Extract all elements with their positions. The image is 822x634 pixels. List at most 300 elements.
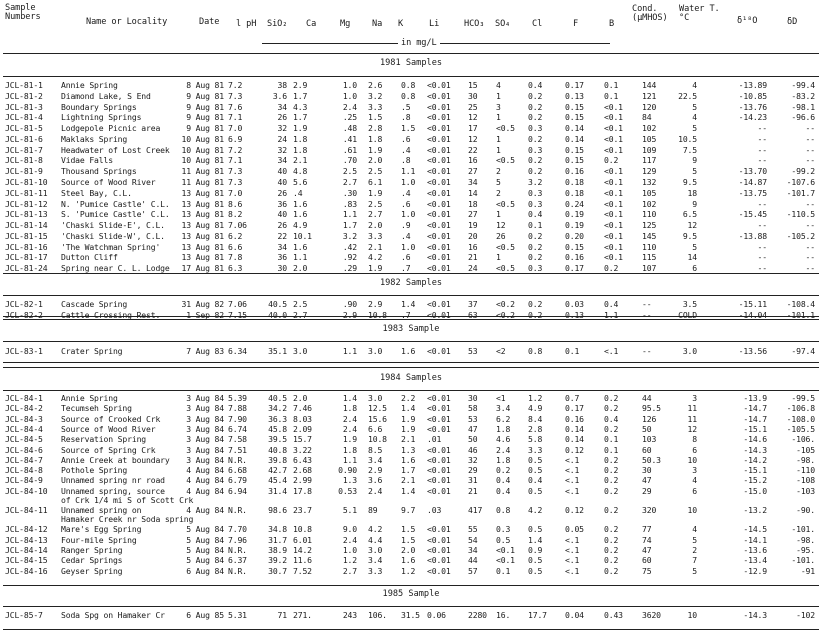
table-cell: 2.9 bbox=[342, 309, 357, 320]
table-cell: 4 bbox=[692, 475, 697, 486]
table-cell: 3 bbox=[692, 393, 697, 403]
header-dd: δD bbox=[787, 17, 798, 27]
header-ca: Ca bbox=[306, 19, 317, 29]
table-cell: 31 Aug 82 bbox=[181, 299, 224, 309]
table-cell: .4 bbox=[401, 144, 411, 155]
table-cell: 2.2 bbox=[401, 393, 416, 403]
table-cell: <0.1 bbox=[604, 209, 623, 220]
table-cell: Four-mile Spring bbox=[61, 534, 137, 545]
table-cell: 0.15 bbox=[565, 101, 584, 112]
table-cell: 0.1 bbox=[604, 434, 619, 445]
table-cell: 15 bbox=[468, 80, 478, 90]
table-cell: 5 Aug 84 bbox=[186, 524, 224, 535]
table-cell: 37 bbox=[468, 299, 478, 309]
table-cell: 0.2 bbox=[496, 465, 511, 476]
table-cell: -13.89 bbox=[738, 80, 767, 90]
table-cell: Soda Spg on Hamaker Cr bbox=[61, 610, 165, 620]
table-cell: JCL-82-1 bbox=[5, 299, 43, 309]
table-cell: <.1 bbox=[565, 465, 580, 476]
table-cell: 3 bbox=[496, 101, 501, 112]
table-cell: -106. bbox=[791, 434, 815, 445]
table-cell: 117 bbox=[642, 155, 657, 166]
table-cell: 10.8 bbox=[368, 434, 387, 445]
table-cell: 18 bbox=[468, 198, 478, 209]
table-cell: 6 Aug 84 bbox=[186, 565, 224, 576]
table-cell: 0.5 bbox=[528, 454, 543, 465]
table-cell: 0.16 bbox=[565, 252, 584, 263]
table-cell: .42 bbox=[342, 241, 357, 252]
table-cell: 1.1 bbox=[342, 346, 357, 356]
table-cell: JCL-81-10 bbox=[5, 177, 48, 188]
table-cell: 0.17 bbox=[565, 403, 584, 414]
table-cell: 1.8 bbox=[496, 423, 511, 434]
table-cell: 7.06 bbox=[228, 299, 247, 309]
table-cell: -10.85 bbox=[738, 90, 767, 101]
table-cell: 7.8 bbox=[228, 252, 243, 263]
table-cell: 0.16 bbox=[565, 166, 584, 177]
table-cell: 50 bbox=[468, 434, 478, 445]
table-cell: 1.0 bbox=[342, 80, 357, 90]
table-cell: 9 Aug 81 bbox=[186, 90, 224, 101]
table-cell: 3.2 bbox=[342, 230, 357, 241]
table-cell: 6.79 bbox=[228, 475, 247, 486]
table-cell: 1.9 bbox=[368, 187, 383, 198]
table-cell: <2 bbox=[496, 346, 506, 356]
table-cell: 12 bbox=[496, 220, 506, 231]
table-cell: -12.9 bbox=[743, 565, 767, 576]
table-cell: 6.6 bbox=[368, 423, 383, 434]
table-cell: 7 bbox=[692, 555, 697, 566]
horizontal-rule bbox=[3, 76, 819, 77]
table-cell: 132 bbox=[642, 177, 657, 188]
table-cell: 13 Aug 81 bbox=[181, 241, 224, 252]
table-cell: 7.15 bbox=[228, 309, 247, 320]
table-cell: <0.01 bbox=[427, 544, 451, 555]
table-cell: <0.2 bbox=[496, 299, 515, 309]
table-cell: <0.5 bbox=[496, 198, 515, 209]
table-cell: -99.5 bbox=[791, 393, 815, 403]
table-cell: 110 bbox=[642, 241, 657, 252]
table-cell: 2.4 bbox=[496, 444, 511, 455]
table-cell: <0.1 bbox=[604, 252, 623, 263]
table-cell: 2.8 bbox=[528, 423, 543, 434]
table-cell: 29 bbox=[642, 485, 652, 496]
table-cell: JCL-82-2 bbox=[5, 309, 43, 320]
table-cell: 34 bbox=[277, 101, 287, 112]
table-cell: 0.15 bbox=[565, 112, 584, 123]
table-cell: 0.16 bbox=[565, 413, 584, 424]
table-cell: Crater Spring bbox=[61, 346, 123, 356]
table-cell: 2 bbox=[496, 187, 501, 198]
table-cell: 55 bbox=[468, 524, 478, 535]
table-cell: 84 bbox=[642, 112, 652, 123]
table-cell: 0.12 bbox=[565, 444, 584, 455]
table-cell: 18 bbox=[687, 187, 697, 198]
table-cell: 5 bbox=[692, 101, 697, 112]
table-cell: 2.4 bbox=[342, 413, 357, 424]
table-cell: 0.4 bbox=[496, 485, 511, 496]
table-cell: 5 bbox=[692, 241, 697, 252]
table-cell: 8 bbox=[692, 434, 697, 445]
table-cell: 1.1 bbox=[342, 209, 357, 220]
table-cell: 6 bbox=[692, 263, 697, 274]
table-cell: 1.8 bbox=[293, 144, 308, 155]
table-cell: JCL-81-1 bbox=[5, 80, 43, 90]
table-cell: 7.51 bbox=[228, 444, 247, 455]
table-cell: 0.2 bbox=[528, 112, 543, 123]
table-cell: <0.01 bbox=[427, 534, 451, 545]
table-cell: <0.1 bbox=[604, 166, 623, 177]
table-cell: 17.8 bbox=[293, 485, 312, 496]
table-cell: 1.5 bbox=[401, 524, 416, 535]
table-cell: 22 bbox=[468, 144, 478, 155]
table-cell: Steel Bay, C.L. bbox=[61, 187, 132, 198]
table-cell: 39.5 bbox=[268, 434, 287, 445]
table-cell: 2.68 bbox=[293, 465, 312, 476]
table-cell: 47 bbox=[642, 544, 652, 555]
table-cell: -101. bbox=[791, 555, 815, 566]
table-cell: Unnamed spring nr road bbox=[61, 475, 165, 486]
table-cell: <.1 bbox=[565, 475, 580, 486]
table-cell: -14.3 bbox=[743, 610, 767, 620]
table-cell: -14.6 bbox=[743, 434, 767, 445]
header-water-t: Water T. °C bbox=[679, 4, 720, 23]
table-cell: .92 bbox=[342, 252, 357, 263]
table-cell: 26 bbox=[277, 112, 287, 123]
table-cell: .90 bbox=[342, 299, 357, 309]
table-cell: 0.2 bbox=[528, 166, 543, 177]
table-cell: 44 bbox=[468, 555, 478, 566]
table-cell: 9.7 bbox=[401, 505, 416, 515]
table-cell: 3.0 bbox=[368, 346, 383, 356]
table-cell: <0.01 bbox=[427, 230, 451, 241]
table-cell: -103 bbox=[796, 485, 815, 496]
table-cell: 0.2 bbox=[528, 299, 543, 309]
table-cell: .29 bbox=[342, 263, 357, 274]
table-cell: 6.2 bbox=[228, 230, 243, 241]
table-cell: 35.1 bbox=[268, 346, 287, 356]
table-cell: 'Chaski Slide-E', C.L. bbox=[61, 220, 165, 231]
table-cell: <0.2 bbox=[496, 309, 515, 320]
table-cell: 121 bbox=[642, 90, 657, 101]
table-cell: 4 bbox=[692, 112, 697, 123]
table-cell: 0.05 bbox=[565, 524, 584, 535]
table-cell: 126 bbox=[642, 413, 657, 424]
table-cell: JCL-81-4 bbox=[5, 112, 43, 123]
table-cell: 9.5 bbox=[682, 177, 697, 188]
table-cell: 5 bbox=[692, 534, 697, 545]
table-cell: 6.34 bbox=[228, 346, 247, 356]
table-cell: 4.9 bbox=[528, 403, 543, 414]
table-cell: 0.06 bbox=[427, 610, 446, 620]
table-cell: Reservation Spring bbox=[61, 434, 147, 445]
table-cell: 8 Aug 81 bbox=[186, 80, 224, 90]
table-cell: 5 Aug 84 bbox=[186, 544, 224, 555]
table-cell: -110 bbox=[796, 465, 815, 476]
table-cell: .41 bbox=[342, 133, 357, 144]
table-cell: 26 bbox=[277, 220, 287, 231]
table-cell: 14.2 bbox=[293, 544, 312, 555]
table-cell: 1.4 bbox=[401, 403, 416, 414]
table-cell: -98. bbox=[796, 454, 815, 465]
table-cell: <0.01 bbox=[427, 454, 451, 465]
table-cell: <.1 bbox=[565, 534, 580, 545]
table-cell: JCL-81-2 bbox=[5, 90, 43, 101]
table-cell: 74 bbox=[642, 534, 652, 545]
table-cell: -- bbox=[642, 299, 652, 309]
table-cell: 8.6 bbox=[228, 198, 243, 209]
table-cell: -14.7 bbox=[743, 413, 767, 424]
table-cell: 0.04 bbox=[565, 610, 584, 620]
header-f: F bbox=[573, 19, 579, 29]
table-cell: 105 bbox=[642, 133, 657, 144]
table-cell: 45.4 bbox=[268, 475, 287, 486]
table-cell: 6.68 bbox=[228, 465, 247, 476]
table-cell: 14 bbox=[468, 187, 478, 198]
table-cell: -13.2 bbox=[743, 505, 767, 515]
table-cell: 7.3 bbox=[228, 90, 243, 101]
table-cell: 1.1 bbox=[342, 454, 357, 465]
table-cell: -15.2 bbox=[743, 475, 767, 486]
table-cell: 4.3 bbox=[293, 101, 308, 112]
table-cell: 1.7 bbox=[293, 112, 308, 123]
table-cell: 7.58 bbox=[228, 434, 247, 445]
table-cell: 10.1 bbox=[293, 230, 312, 241]
table-cell: 13 Aug 81 bbox=[181, 220, 224, 231]
table-cell: .48 bbox=[342, 123, 357, 134]
table-cell: JCL-81-11 bbox=[5, 187, 48, 198]
header-na: Na bbox=[372, 19, 383, 29]
table-cell: <0.01 bbox=[427, 252, 451, 263]
table-cell: .83 bbox=[342, 198, 357, 209]
table-cell: .8 bbox=[401, 155, 411, 166]
header-cl: Cl bbox=[532, 19, 543, 29]
table-cell: .7 bbox=[401, 309, 411, 320]
table-cell: 7.3 bbox=[228, 177, 243, 188]
table-cell: 10 Aug 81 bbox=[181, 133, 224, 144]
table-cell: 2.7 bbox=[342, 177, 357, 188]
table-cell: <1 bbox=[496, 393, 506, 403]
table-cell: 1.4 bbox=[342, 393, 357, 403]
table-cell: 5 bbox=[692, 565, 697, 576]
table-cell: 31 bbox=[468, 475, 478, 486]
table-cell: 110 bbox=[642, 209, 657, 220]
table-cell: 4 Aug 84 bbox=[186, 485, 224, 496]
table-cell: 106. bbox=[368, 610, 387, 620]
table-cell: 2.1 bbox=[401, 475, 416, 486]
table-cell: <0.01 bbox=[427, 187, 451, 198]
table-cell: <0.5 bbox=[496, 155, 515, 166]
table-cell: 58 bbox=[468, 403, 478, 414]
table-cell: 0.3 bbox=[496, 524, 511, 535]
table-cell: 2.5 bbox=[293, 299, 308, 309]
table-cell: 2.5 bbox=[342, 166, 357, 177]
table-cell: 1.4 bbox=[401, 299, 416, 309]
table-cell: 2.4 bbox=[368, 485, 383, 496]
table-cell: Lodgepole Picnic area bbox=[61, 123, 161, 134]
table-cell: 13 Aug 81 bbox=[181, 230, 224, 241]
table-cell: 6.5 bbox=[682, 209, 697, 220]
table-cell: 0.20 bbox=[565, 230, 584, 241]
table-cell: 34 bbox=[468, 544, 478, 555]
table-cell: JCL-81-15 bbox=[5, 230, 48, 241]
table-cell: 1.5 bbox=[401, 534, 416, 545]
table-cell: 0.12 bbox=[565, 505, 584, 515]
table-cell: 3.0 bbox=[682, 346, 697, 356]
table-cell: 30.7 bbox=[268, 565, 287, 576]
table-cell: 30 bbox=[277, 263, 287, 274]
table-cell: .25 bbox=[342, 112, 357, 123]
table-cell: 2.5 bbox=[368, 166, 383, 177]
header-k: K bbox=[398, 19, 404, 29]
table-cell: 12 bbox=[468, 112, 478, 123]
table-cell: 4 Aug 84 bbox=[186, 505, 224, 515]
table-cell: 98.6 bbox=[268, 505, 287, 515]
table-cell: 44 bbox=[642, 393, 652, 403]
table-cell: 2.4 bbox=[342, 423, 357, 434]
table-cell: .4 bbox=[401, 187, 411, 198]
table-cell: JCL-84-10 bbox=[5, 485, 48, 496]
table-cell: -14.04 bbox=[738, 309, 767, 320]
table-cell: 0.43 bbox=[604, 610, 623, 620]
table-cell: 0.3 bbox=[528, 263, 543, 274]
table-cell: 6.74 bbox=[228, 423, 247, 434]
table-cell: 10.8 bbox=[368, 309, 387, 320]
table-cell: 7.0 bbox=[228, 123, 243, 134]
table-cell: 144 bbox=[642, 80, 657, 90]
table-cell: Pothole Spring bbox=[61, 465, 128, 476]
table-cell: 0.2 bbox=[604, 544, 619, 555]
section-title: 1982 Samples bbox=[379, 278, 443, 288]
table-cell: Geyser Spring bbox=[61, 565, 123, 576]
section-title: 1981 Samples bbox=[379, 58, 443, 68]
table-cell: 89 bbox=[368, 505, 378, 515]
table-cell: Unnamed spring, source of Crk 1/4 mi S of Scott Crk bbox=[61, 485, 194, 505]
table-cell: 0.19 bbox=[565, 209, 584, 220]
header-date: Date bbox=[199, 17, 220, 27]
table-cell: <0.01 bbox=[427, 346, 451, 356]
table-cell: 0.2 bbox=[604, 454, 619, 465]
table-cell: <0.01 bbox=[427, 112, 451, 123]
table-cell: <0.01 bbox=[427, 101, 451, 112]
table-cell: <0.01 bbox=[427, 155, 451, 166]
table-cell: JCL-84-1 bbox=[5, 393, 43, 403]
table-cell: 1.4 bbox=[528, 534, 543, 545]
table-cell: 0.9 bbox=[528, 544, 543, 555]
table-cell: -13.6 bbox=[743, 544, 767, 555]
table-cell: 0.2 bbox=[604, 155, 619, 166]
table-cell: -99.2 bbox=[791, 166, 815, 177]
table-cell: 4 bbox=[496, 80, 501, 90]
table-cell: 102 bbox=[642, 123, 657, 134]
table-cell: <0.01 bbox=[427, 485, 451, 496]
header-so4: SO₄ bbox=[495, 19, 511, 29]
table-cell: 320 bbox=[642, 505, 657, 515]
table-cell: 63 bbox=[468, 309, 478, 320]
table-cell: 2.09 bbox=[293, 423, 312, 434]
table-cell: -- bbox=[757, 144, 767, 155]
table-cell: 0.3 bbox=[528, 123, 543, 134]
table-cell: 30 bbox=[642, 465, 652, 476]
table-cell: <0.01 bbox=[427, 90, 451, 101]
table-cell: 38 bbox=[277, 80, 287, 90]
table-cell: 11.6 bbox=[293, 555, 312, 566]
section-title: 1985 Sample bbox=[382, 589, 440, 599]
table-cell: 3 Aug 84 bbox=[186, 413, 224, 424]
section-title: 1984 Samples bbox=[379, 373, 443, 383]
table-cell: -15.1 bbox=[743, 465, 767, 476]
table-cell: Cattle Crossing Rest. bbox=[61, 309, 161, 320]
table-cell: <.1 bbox=[565, 454, 580, 465]
table-cell: 0.15 bbox=[565, 144, 584, 155]
table-cell: 3.4 bbox=[368, 454, 383, 465]
table-cell: -- bbox=[757, 252, 767, 263]
table-cell: 3 Aug 84 bbox=[186, 403, 224, 414]
table-cell: .6 bbox=[401, 252, 411, 263]
table-cell: 10 bbox=[687, 454, 697, 465]
table-cell: 40.5 bbox=[268, 393, 287, 403]
table-cell: 9 Aug 81 bbox=[186, 101, 224, 112]
table-cell: <0.01 bbox=[427, 263, 451, 274]
table-cell: -- bbox=[757, 241, 767, 252]
table-cell: -105.5 bbox=[786, 423, 815, 434]
table-cell: Source of Spring Crk bbox=[61, 444, 156, 455]
table-cell: 1 bbox=[496, 90, 501, 101]
table-cell: 1.0 bbox=[401, 209, 416, 220]
table-cell: -- bbox=[805, 252, 815, 263]
table-cell: JCL-84-7 bbox=[5, 454, 43, 465]
table-cell: 0.2 bbox=[604, 475, 619, 486]
table-cell: 2.7 bbox=[368, 209, 383, 220]
table-cell: 40.8 bbox=[268, 444, 287, 455]
table-cell: 12 bbox=[687, 220, 697, 231]
table-cell: <0.1 bbox=[604, 187, 623, 198]
table-cell: 0.2 bbox=[528, 230, 543, 241]
table-cell: 16 bbox=[468, 241, 478, 252]
table-cell: JCL-81-8 bbox=[5, 155, 43, 166]
table-cell: 0.7 bbox=[565, 393, 580, 403]
table-cell: 32 bbox=[468, 454, 478, 465]
table-cell: 7.1 bbox=[228, 155, 243, 166]
table-cell: Headwater of Lost Creek bbox=[61, 144, 170, 155]
table-cell: 47 bbox=[642, 475, 652, 486]
table-cell: 2.1 bbox=[293, 155, 308, 166]
table-cell: -14.23 bbox=[738, 112, 767, 123]
table-cell: 0.2 bbox=[604, 393, 619, 403]
table-cell: 0.19 bbox=[565, 220, 584, 231]
table-cell: -14.87 bbox=[738, 177, 767, 188]
table-cell: .70 bbox=[342, 155, 357, 166]
table-cell: Cedar Springs bbox=[61, 555, 123, 566]
table-cell: 1 bbox=[496, 144, 501, 155]
table-cell: 26 bbox=[496, 230, 506, 241]
table-cell: 9.0 bbox=[342, 524, 357, 535]
table-cell: 1.6 bbox=[401, 454, 416, 465]
table-cell: 30 bbox=[468, 393, 478, 403]
table-cell: -15.11 bbox=[738, 299, 767, 309]
table-cell: 47 bbox=[468, 423, 478, 434]
table-cell: 115 bbox=[642, 252, 657, 263]
table-cell: 145 bbox=[642, 230, 657, 241]
table-cell: 0.2 bbox=[604, 263, 619, 274]
table-cell: -13.4 bbox=[743, 555, 767, 566]
table-cell: <0.01 bbox=[427, 393, 451, 403]
table-cell: 5 bbox=[692, 166, 697, 177]
table-cell: 32 bbox=[277, 123, 287, 134]
table-cell: <0.01 bbox=[427, 166, 451, 177]
table-cell: 0.5 bbox=[528, 555, 543, 566]
table-cell: 8.4 bbox=[528, 413, 543, 424]
